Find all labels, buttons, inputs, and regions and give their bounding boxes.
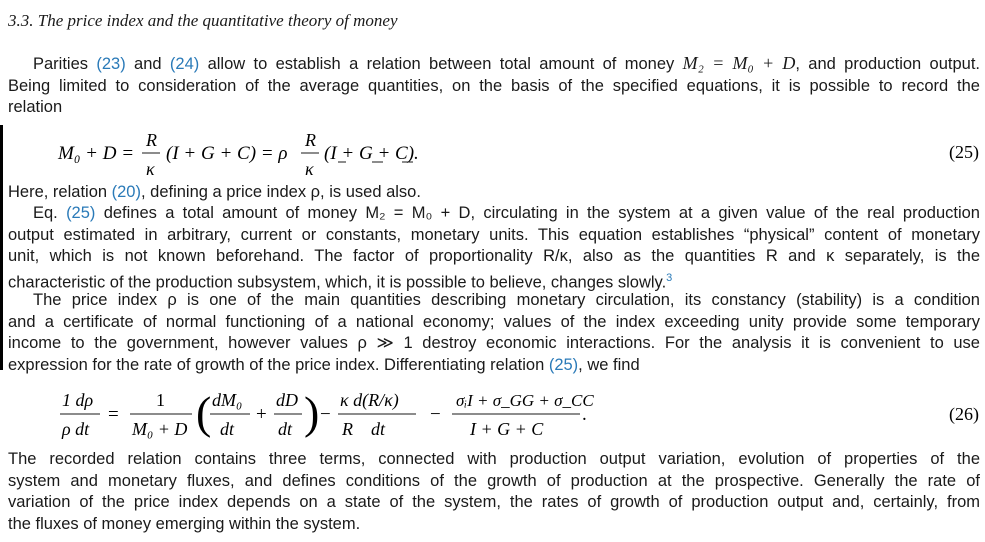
paragraph-3-line-3: unit, which is not known beforehand. The factor of proportionality R/κ, also as the quantities R and κ separately, is the [8,247,980,266]
paragraph-2 [8,182,980,204]
paragraph-4 [8,290,980,376]
footnote-3-link[interactable]: 3 [666,271,673,284]
paragraph-5-line-4: the fluxes of money emerging within the system. [8,514,361,533]
ref-20-link[interactable]: (20) [111,183,141,201]
eq26-f6-den: I + G + C [470,419,544,439]
eq26-number: (26) [949,404,979,424]
eq26-f5-den: R dt [342,419,385,439]
eq25-frac1-num: R [146,130,157,150]
paragraph-5-line-1: The recorded relation contains three terms, connected with production output variation, evolution of properties of the [8,450,980,468]
eq26-minus-1: − [320,404,331,425]
section-title: 3.3. The price index and the quantitative theory of money [8,11,398,30]
paragraph-3-line-2: output estimated in arbitrary, current or constants, monetary units. This equation establishes “physical” content of monetary [8,225,980,244]
paragraph-5 [8,449,980,535]
eq25-number: (25) [949,142,979,162]
eq25-frac2-num: R [305,130,316,150]
paragraph-1-line-1: Parities (23) and (24) allow to establish a relation between total amount of money M₂ = M₀ + D, and production output. [33,53,980,73]
ref-25-link[interactable]: (25) [66,204,96,222]
paragraph-4-line-3: income to the government, however values ρ ≫ 1 destroy economic interactions. For the analysis it is convenient to use [8,334,980,353]
paragraph-1-line-3: relation [8,98,63,117]
ref-23-link[interactable]: (23) [96,55,126,73]
eq25-lhs: M₀ + D = [58,143,135,164]
eq25-frac1-den: κ [146,159,155,179]
eq26-f1-num: 1 dρ [62,390,94,410]
eq26-f4-num: dD [276,390,298,410]
eq26-f2-num: 1 [156,390,165,410]
paragraph-5-line-2: system and monetary fluxes, and defines conditions of the growth of production at the prospective. Generally the rate of [8,471,980,490]
eq26-f3-num: dM₀ [212,390,243,410]
eq26-plus: + [256,404,267,425]
paragraph-4-line-4: expression for the rate of growth of the price index. Differentiating relation (25), we find [8,355,640,374]
paragraph-5-line-3: variation of the price index depends on a state of the system, the rates of growth of production output and, certainly, from [8,493,980,512]
ref-24-link[interactable]: (24) [169,55,200,73]
eq26-right-paren: ) [304,387,320,438]
eq26-f5-num: κ d(R/κ) [340,390,399,410]
eq26-period: . [582,404,587,425]
eq26-left-paren: ( [196,387,212,438]
paragraph-2-line-1: Here, relation (20), defining a price index ρ, is used also. [8,183,421,201]
equation-26 [0,384,985,446]
eq26-f6-num: σᵢI + σ_GG + σ_CC [456,391,594,410]
eq26-f4-den: dt [278,419,293,439]
eq25-mid: (I + G + C) = ρ [166,143,288,164]
paragraph-3-line-1: Eq. (25) defines a total amount of money M₂ = M₀ + D, circulating in the system at a given value of the real production [33,204,980,222]
eq25-tail: (I + G + C). [324,143,419,164]
eq26-f1-den: ρ dt [62,419,90,439]
paragraph-1 [8,53,980,119]
paragraph-3-line-4: characteristic of the production subsystem, which, it is possible to believe, changes slowly.$^3$ [8,271,673,292]
paragraph-4-line-1: The price index ρ is one of the main quantities describing monetary circulation, its constancy (stability) is a condition [33,291,980,309]
eq25-frac2-den: κ [305,159,314,179]
paragraph-1-line-2: Being limited to consideration of the average quantities, on the basis of the specified equations, it is possible to record the [8,76,980,95]
paragraph-4-line-2: and a certificate of normal functioning of a national economy; values of the index exceeding unity provide some temporary [8,312,980,331]
eq26-equals: = [108,404,119,425]
eq26-f2-den: M₀ + D [132,419,188,439]
eq26-f3-den: dt [220,419,235,439]
equation-25 [0,124,985,182]
eq26-minus-2: − [430,404,441,425]
paragraph-3 [8,203,980,294]
ref-25b-link[interactable]: (25) [548,355,579,374]
